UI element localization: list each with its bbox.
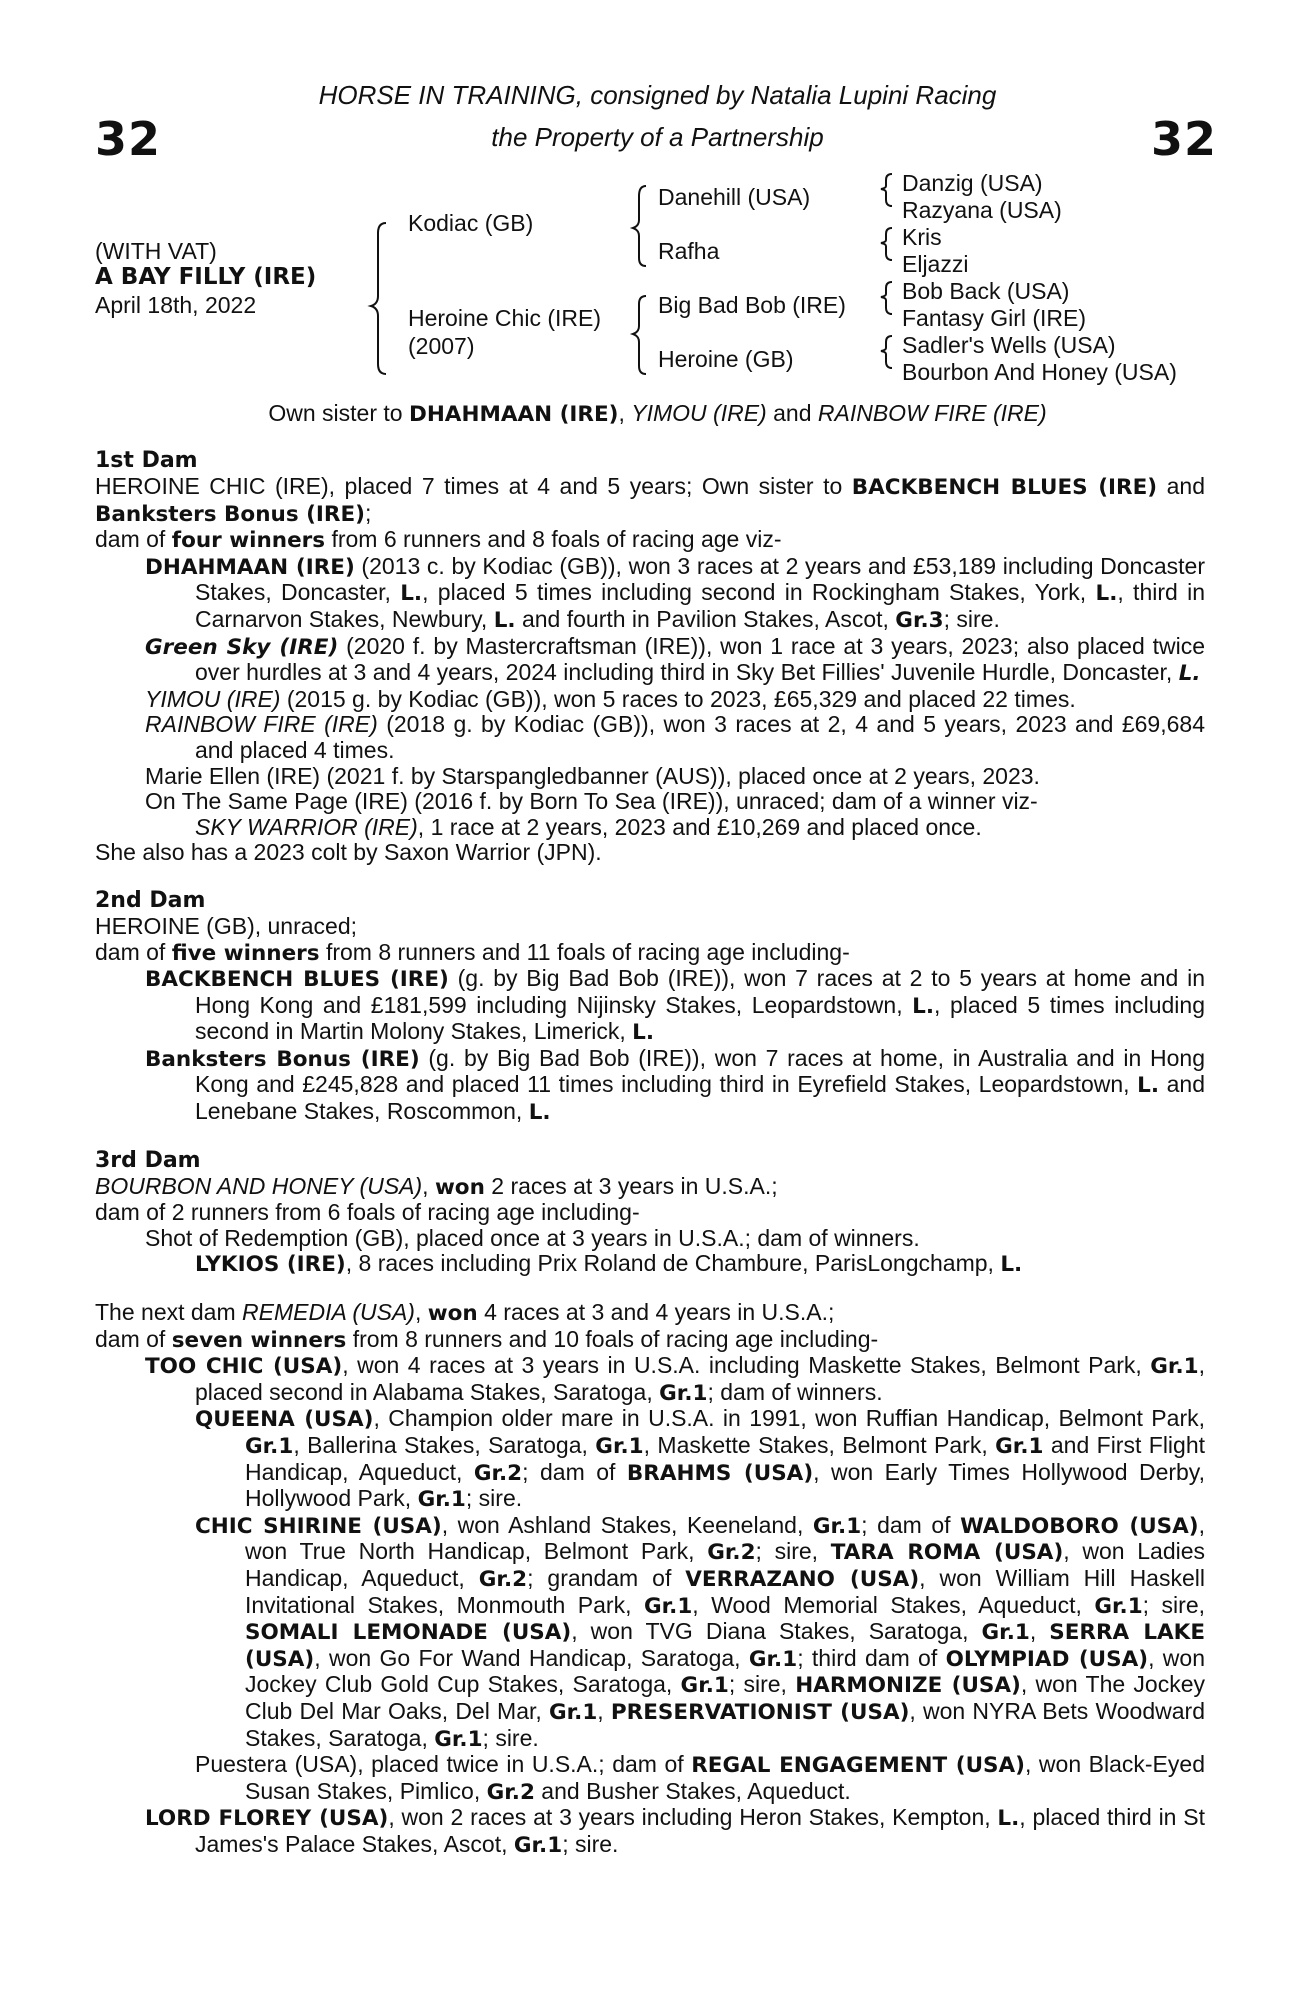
dam-intro: HEROINE CHIC (IRE), placed 7 times at 4 and 5 years; Own sister to BACKBENCH BLUES (IRE) and Banksters Bonus (IRE); [95, 473, 1205, 527]
catalogue-body [95, 448, 1205, 1881]
section-heading: 2nd Dam [95, 887, 206, 913]
lot-number-left: 32 [95, 112, 162, 166]
produce-entry: Marie Ellen (IRE) (2021 f. by Starspangledbanner (AUS)), placed once at 2 years, 2023. [145, 762, 1040, 789]
dam-sire: Big Bad Bob (IRE) [658, 292, 846, 318]
lot-number-right: 32 [1150, 112, 1217, 166]
dss-name: Bob Back (USA) [902, 278, 1070, 304]
bracket-main [371, 223, 386, 374]
produce-sub-entry: LYKIOS (IRE), 8 races including Prix Roland de Chambure, ParisLongchamp, L. [195, 1250, 1023, 1278]
consignor-line: HORSE IN TRAINING, consigned by Natalia Lupini Racing [318, 80, 997, 110]
produce-entry: DHAHMAAN (IRE) (2013 c. by Kodiac (GB)), won 3 races at 2 years and £53,189 including Doncaster Stakes, Doncaster, L., placed 5 times including second in Rockingham Stakes, York, L., third in Carnarvon Stakes, Newbury, L. and fourth in Pavilion Stakes, Ascot, Gr.3; sire. [145, 552, 1205, 633]
produce-entry: LORD FLOREY (USA), won 2 races at 3 years including Heron Stakes, Kempton, L., placed third in St James's Palace Stakes, Ascot, Gr.1; sire. [145, 1804, 1205, 1858]
dam-name: Heroine Chic (IRE) [408, 305, 601, 331]
bracket-ss [881, 174, 892, 206]
own-sister-line: Own sister to DHAHMAAN (IRE), YIMOU (IRE) and RAINBOW FIRE (IRE) [268, 400, 1047, 427]
produce-entry: Banksters Bonus (IRE) (g. by Big Bad Bob (IRE)), won 7 races at home, in Australia and in Hong Kong and £245,828 and placed 11 times including third in Eyrefield Stakes, Leopardstown, L. and Lenebane Stakes, Roscommon, L. [145, 1044, 1205, 1126]
section-heading: 1st Dam [95, 448, 198, 473]
bracket-sd [881, 228, 892, 260]
produce-sub-entry: SKY WARRIOR (IRE), 1 race at 2 years, 2023 and £10,269 and placed once. [195, 813, 982, 840]
horse-dob: April 18th, 2022 [95, 292, 257, 318]
dam-of-line: dam of seven winners from 8 runners and 10 foals of racing age including- [95, 1325, 879, 1353]
produce-entry: Green Sky (IRE) (2020 f. by Mastercraftsman (IRE)), won 1 race at 3 years, 2023; also placed twice over hurdles at 3 and 4 years, 2024 including third in Sky Bet Fillies' Juvenile Hurdle, Doncaster, L. [145, 632, 1205, 687]
sire-name: Kodiac (GB) [408, 210, 534, 236]
bracket-ds [881, 282, 892, 314]
sire-sire: Danehill (USA) [658, 184, 811, 210]
first-dam-section [95, 448, 1205, 866]
horse-name: A BAY FILLY (IRE) [95, 264, 317, 290]
ddd-name: Bourbon And Honey (USA) [902, 359, 1177, 385]
produce-entry: RAINBOW FIRE (IRE) (2018 g. by Kodiac (GB)), won 3 races at 2, 4 and 5 years, 2023 and £69,684 and placed 4 times. [145, 711, 1205, 763]
section-heading: 3rd Dam [95, 1147, 201, 1173]
ssd-name: Razyana (USA) [902, 197, 1062, 223]
bracket-dd [881, 336, 892, 368]
produce-entry: YIMOU (IRE) (2015 g. by Kodiac (GB)), won 5 races to 2023, £65,329 and placed 22 times. [145, 685, 1076, 712]
sdd-name: Eljazzi [902, 251, 969, 277]
bracket-dam [633, 296, 646, 374]
dam-intro: The next dam REMEDIA (USA), won 4 races at 3 and 4 years in U.S.A.; [95, 1299, 835, 1327]
sire-dam: Rafha [658, 238, 720, 264]
also-line: She also has a 2023 colt by Saxon Warrior (JPN). [95, 839, 602, 866]
property-line: the Property of a Partnership [491, 122, 824, 152]
second-dam-section [95, 888, 1205, 1126]
dam-intro: HEROINE (GB), unraced; [95, 912, 358, 939]
produce-entry: On The Same Page (IRE) (2016 f. by Born To Sea (IRE)), unraced; dam of a winner viz- [145, 788, 1038, 815]
dam-of-line: dam of five winners from 8 runners and 11 foals of racing age including- [95, 938, 850, 966]
dam-intro: BOURBON AND HONEY (USA), won 2 races at 3 years in U.S.A.; [95, 1172, 778, 1200]
produce-entry: TOO CHIC (USA), won 4 races at 3 years in U.S.A. including Maskette Stakes, Belmont Park, Gr.1, placed second in Alabama Stakes, Saratoga, Gr.1; dam of winners. [145, 1352, 1205, 1406]
bracket-sire [633, 186, 646, 266]
dds-name: Sadler's Wells (USA) [902, 332, 1116, 358]
dam-of-line: dam of four winners from 6 runners and 8 foals of racing age viz- [95, 526, 782, 554]
produce-sub-entry: QUEENA (USA), Champion older mare in U.S.A. in 1991, won Ruffian Handicap, Belmont Park, Gr.1, Ballerina Stakes, Saratoga, Gr.1, Maskette Stakes, Belmont Park, Gr.1 and First Flight Handicap, Aqueduct, Gr.2; dam of BRAHMS (USA), won Early Times Hollywood Derby, Hollywood Park, Gr.1; sire. [195, 1405, 1206, 1513]
vat-label: (WITH VAT) [95, 238, 217, 264]
sds-name: Kris [902, 224, 942, 250]
next-dam-section [95, 1300, 1205, 1858]
dam-dam: Heroine (GB) [658, 346, 794, 372]
dam-of-line: dam of 2 runners from 6 foals of racing age including- [95, 1199, 640, 1226]
produce-entry: BACKBENCH BLUES (IRE) (g. by Big Bad Bob (IRE)), won 7 races at 2 to 5 years at home and in Hong Kong and £181,599 including Nijinsky Stakes, Leopardstown, L., placed 5 times including second in Martin Molony Stakes, Limerick, L. [145, 965, 1205, 1046]
dam-year: (2007) [408, 333, 475, 359]
produce-sub-entry: Puestera (USA), placed twice in U.S.A.; dam of REGAL ENGAGEMENT (USA), won Black-Eyed Susan Stakes, Pimlico, Gr.2 and Busher Stakes, Aqueduct. [195, 1751, 1205, 1805]
dsd-name: Fantasy Girl (IRE) [902, 305, 1087, 331]
produce-sub-entry: CHIC SHIRINE (USA), won Ashland Stakes, Keeneland, Gr.1; dam of WALDOBORO (USA), won True North Handicap, Belmont Park, Gr.2; sire, TARA ROMA (USA), won Ladies Handicap, Aqueduct, Gr.2; grandam of VERRAZANO (USA), won William Hill Haskell Invitational Stakes, Monmouth Park, Gr.1, Wood Memorial Stakes, Aqueduct, Gr.1; sire, SOMALI LEMONADE (USA), won TVG Diana Stakes, Saratoga, Gr.1, SERRA LAKE (USA), won Go For Wand Handicap, Saratoga, Gr.1; third dam of OLYMPIAD (USA), won Jockey Club Gold Cup Stakes, Saratoga, Gr.1; sire, HARMONIZE (USA), won The Jockey Club Del Mar Oaks, Del Mar, Gr.1, PRESERVATIONIST (USA), won NYRA Bets Woodward Stakes, Saratoga, Gr.1; sire. [195, 1511, 1206, 1752]
produce-entry: Shot of Redemption (GB), placed once at 3 years in U.S.A.; dam of winners. [145, 1224, 920, 1251]
sss-name: Danzig (USA) [902, 170, 1043, 196]
third-dam-section [95, 1148, 1205, 1278]
